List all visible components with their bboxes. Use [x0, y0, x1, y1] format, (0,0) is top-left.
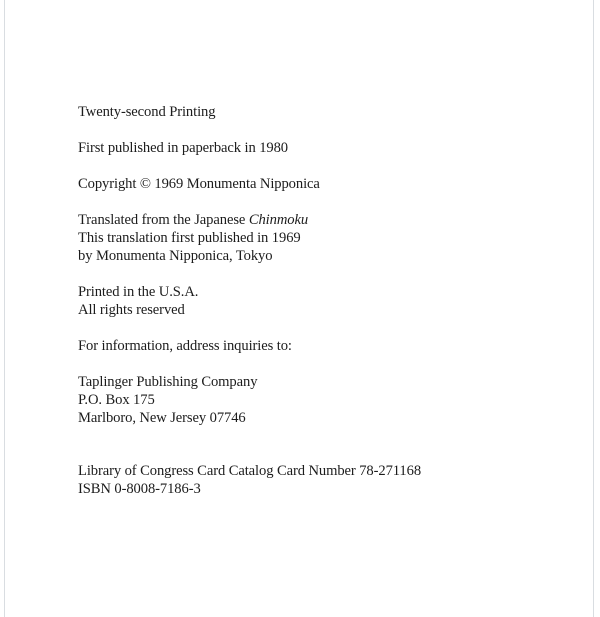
isbn-line: ISBN 0-8008-7186-3: [78, 481, 201, 497]
translation-line-2: This translation first published in 1969: [78, 230, 301, 246]
book-page: [4, 0, 594, 617]
translation-block: [78, 211, 421, 265]
translation-line-1: Translated from the Japanese Chinmoku: [78, 212, 309, 228]
translation-line-3: by Monumenta Nipponica, Tokyo: [78, 248, 273, 264]
printed-block: [78, 283, 421, 319]
copyright-text: [78, 103, 421, 498]
publisher-name: Taplinger Publishing Company: [78, 374, 258, 390]
printed-line: Printed in the U.S.A.: [78, 284, 199, 300]
lccn-line: Library of Congress Card Catalog Card Number 78-271168: [78, 463, 422, 479]
publisher-city: Marlboro, New Jersey 07746: [78, 410, 246, 426]
printing-line: Twenty-second Printing: [78, 104, 216, 120]
paperback-line: First published in paperback in 1980: [78, 140, 289, 156]
original-title: Chinmoku: [248, 212, 309, 228]
inquiries-line: For information, address inquiries to:: [78, 338, 292, 354]
publisher-box: P.O. Box 175: [78, 392, 155, 408]
library-block: [78, 462, 421, 498]
rights-line: All rights reserved: [78, 302, 185, 318]
publisher-address: [78, 373, 421, 427]
copyright-line: Copyright © 1969 Monumenta Nipponica: [78, 176, 320, 192]
